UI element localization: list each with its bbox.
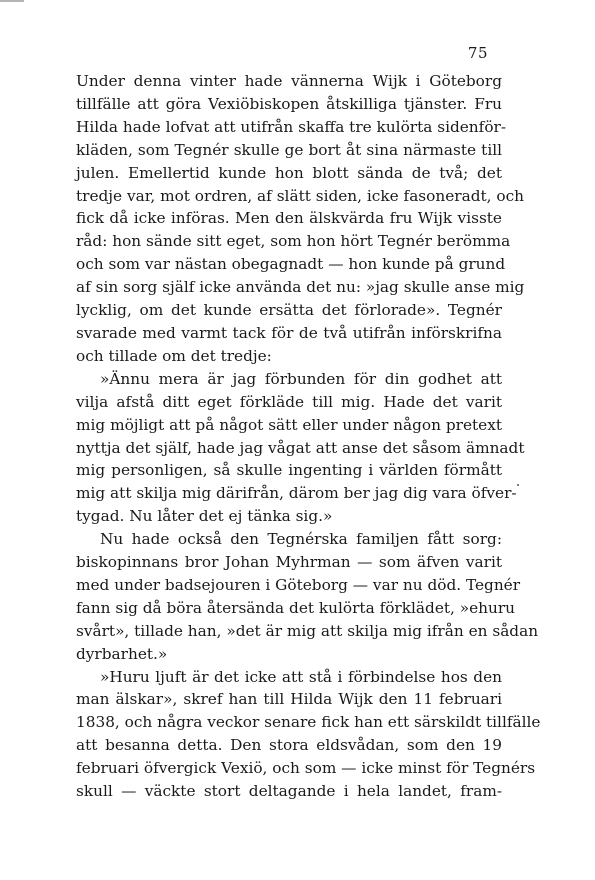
text-line: tygad. Nu låter det ej tänka sig.»: [76, 507, 333, 526]
text-line: svårt», tillade han, »det är mig att skilja mig ifrån en sådan: [76, 621, 539, 640]
text-line: af sin sorg själf icke använda det nu: »jag skulle anse mig: [76, 278, 525, 297]
text-line: mig möjligt att på något sätt eller under någon pretext: [76, 415, 502, 434]
text-line: julen. Emellertid kunde hon blott sända de två; det: [76, 163, 502, 182]
scan-edge-mark: [0, 0, 24, 2]
text-line: vilja afstå ditt eget förkläde till mig. Hade det varit: [76, 392, 502, 411]
page-number: 75: [467, 44, 488, 62]
text-line: 1838, och några veckor senare fick han ett särskildt tillfälle: [76, 713, 541, 732]
text-line: och tillade om det tredje:: [76, 346, 272, 365]
text-line: man älskar», skref han till Hilda Wijk den 11 februari: [76, 690, 502, 709]
text-line: tillfälle att göra Vexiöbiskopen åtskilliga tjänster. Fru: [76, 94, 502, 113]
text-line: fann sig då böra återsända det kulörta förklädet, »ehuru: [76, 598, 516, 617]
text-line: Hilda hade lofvat att utifrån skaffa tre kulörta sidenför-: [76, 117, 507, 136]
text-line: och som var nästan obegagnadt — hon kunde på grund: [76, 255, 506, 274]
text-line: med under badsejouren i Göteborg — var nu död. Tegnér: [76, 575, 521, 594]
text-line: fick då icke införas. Men den älskvärda fru Wijk visste: [76, 209, 502, 228]
text-line: nyttja det själf, hade jag vågat att anse det såsom ämnadt: [76, 438, 525, 457]
text-line: »Ännu mera är jag förbunden för din godhet att: [100, 369, 502, 388]
text-line: »Huru ljuft är det icke att stå i förbindelse hos den: [100, 667, 502, 686]
text-line: lycklig, om det kunde ersätta det förlorade». Tegnér: [76, 301, 502, 320]
body-text: [76, 70, 541, 803]
text-line: Under denna vinter hade vännerna Wijk i Göteborg: [76, 72, 502, 90]
text-line: kläden, som Tegnér skulle ge bort åt sina närmaste till: [76, 140, 502, 159]
text-line: svarade med varmt tack för de två utifrån införskrifna: [76, 323, 502, 342]
text-line: att besanna detta. Den stora eldsvådan, som den 19: [76, 736, 502, 755]
text-line: biskopinnans bror Johan Myhrman — som äfven varit: [76, 553, 502, 572]
text-line: mig att skilja mig därifrån, därom ber jag dig vara öfver-: [76, 484, 517, 503]
text-line: Nu hade också den Tegnérska familjen fått sorg:: [100, 530, 502, 549]
text-line: februari öfvergick Vexiö, och som — icke minst för Tegnérs: [76, 759, 536, 778]
text-line: råd: hon sände sitt eget, som hon hört Tegnér berömma: [76, 232, 511, 251]
text-line: dyrbarhet.»: [76, 644, 168, 663]
stray-mark: [517, 484, 519, 486]
text-line: skull — väckte stort deltagande i hela landet, fram-: [76, 782, 502, 801]
text-line: tredje var, mot ordren, af slätt siden, icke fasoneradt, och: [76, 186, 525, 205]
text-line: mig personligen, så skulle ingenting i världen förmått: [76, 461, 502, 480]
